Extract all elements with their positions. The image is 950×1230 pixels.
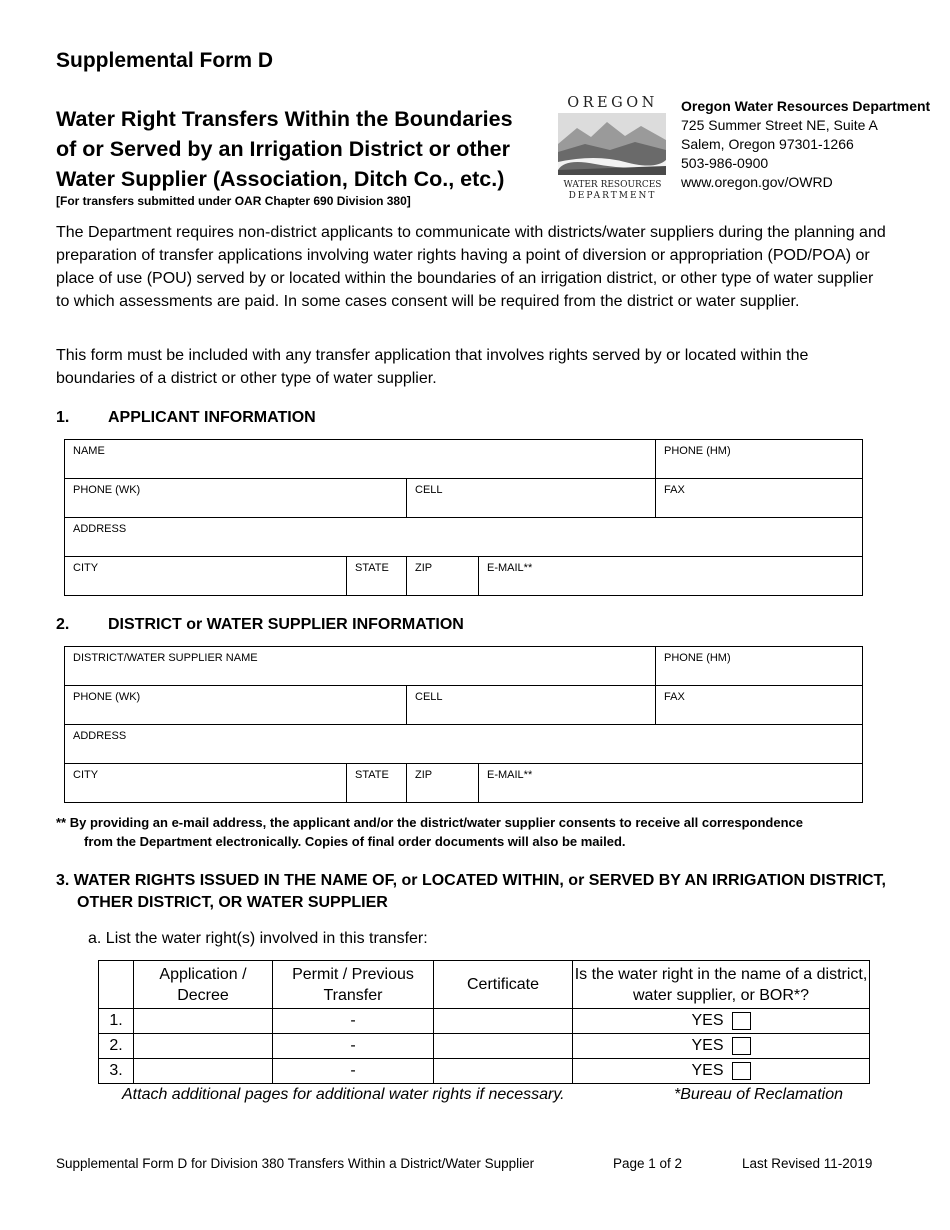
table-row <box>99 1059 870 1084</box>
agency-street: 725 Summer Street NE, Suite A <box>681 117 878 133</box>
bor-footnote: *Bureau of Reclamation <box>674 1086 843 1103</box>
footer-revised-date: Last Revised 11-2019 <box>742 1156 873 1171</box>
district-owned-header: Is the water right in the name of a district, water supplier, or BOR*? <box>573 961 870 1009</box>
footer-form-name: Supplemental Form D for Division 380 Transfers Within a District/Water Supplier <box>56 1156 535 1171</box>
certificate-cell[interactable] <box>434 1009 573 1034</box>
form-title: Supplemental Form D <box>56 49 274 72</box>
agency-name: Oregon Water Resources Department <box>681 98 931 114</box>
logo-bottom-text-2: DEPARTMENT <box>568 191 657 201</box>
section-title: DISTRICT or WATER SUPPLIER INFORMATION <box>108 616 464 633</box>
yes-label: YES <box>691 1012 724 1030</box>
applicant-email-field[interactable]: E-MAIL** <box>479 557 863 596</box>
agency-phone: 503-986-0900 <box>681 155 769 171</box>
permit-previous-transfer-header: Permit / Previous Transfer <box>273 961 434 1009</box>
applicant-phone-wk-field[interactable]: PHONE (WK) <box>65 479 407 518</box>
applicant-fax-field[interactable]: FAX <box>656 479 863 518</box>
certificate-cell[interactable] <box>434 1034 573 1059</box>
permit-cell[interactable]: - <box>273 1059 434 1084</box>
agency-website[interactable]: www.oregon.gov/OWRD <box>681 174 833 190</box>
row-number: 3. <box>99 1059 134 1084</box>
district-phone-hm-field[interactable]: PHONE (HM) <box>656 647 863 686</box>
district-email-field[interactable]: E-MAIL** <box>479 764 863 803</box>
yes-label: YES <box>691 1062 724 1080</box>
district-name-field[interactable]: DISTRICT/WATER SUPPLIER NAME <box>65 647 656 686</box>
footer-page-number: Page 1 of 2 <box>613 1156 683 1171</box>
title-line: Water Supplier (Association, Ditch Co., etc.) <box>56 167 505 191</box>
note-line: ** By providing an e-mail address, the applicant and/or the district/water supplier consents to receive all correspondence <box>56 815 803 830</box>
applicant-state-field[interactable]: STATE <box>347 557 407 596</box>
row-number-header <box>99 961 134 1009</box>
agency-address-block <box>681 97 930 192</box>
oregon-water-resources-logo <box>555 92 670 202</box>
yes-checkbox[interactable] <box>732 1012 751 1030</box>
row-number: 1. <box>99 1009 134 1034</box>
row-number: 2. <box>99 1034 134 1059</box>
application-decree-cell[interactable] <box>134 1009 273 1034</box>
section-number: 1. <box>56 409 70 426</box>
application-decree-cell[interactable] <box>134 1059 273 1084</box>
section-number: 2. <box>56 616 70 633</box>
district-city-field[interactable]: CITY <box>65 764 347 803</box>
applicant-address-field[interactable]: ADDRESS <box>65 518 863 557</box>
applicant-phone-hm-field[interactable]: PHONE (HM) <box>656 440 863 479</box>
district-fax-field[interactable]: FAX <box>656 686 863 725</box>
section-3-line: 3. WATER RIGHTS ISSUED IN THE NAME OF, or LOCATED WITHIN, or SERVED BY AN IRRIGATION DISTRICT, <box>56 872 886 889</box>
permit-cell[interactable]: - <box>273 1009 434 1034</box>
page-subtitle: [For transfers submitted under OAR Chapter 690 Division 380] <box>56 194 411 208</box>
district-phone-wk-field[interactable]: PHONE (WK) <box>65 686 407 725</box>
yes-label: YES <box>691 1037 724 1055</box>
water-rights-table <box>98 960 870 1084</box>
section-title: APPLICANT INFORMATION <box>108 409 316 426</box>
agency-city: Salem, Oregon 97301-1266 <box>681 136 854 152</box>
permit-cell[interactable]: - <box>273 1034 434 1059</box>
intro-paragraph-2: This form must be included with any transfer application that involves rights served by or located within the boundaries of a district or other type of water supplier. <box>56 347 809 387</box>
district-info-table <box>64 646 863 803</box>
district-cell-field[interactable]: CELL <box>407 686 656 725</box>
section-3a-instruction: a. List the water right(s) involved in this transfer: <box>88 930 428 947</box>
logo-top-text: OREGON <box>567 95 658 111</box>
intro-paragraph-1: The Department requires non-district applicants to communicate with districts/water suppliers during the planning and preparation of transfer applications involving water rights having a point of diversion or appropriation (POD/POA) or place of use (POU) served by or located within the boundaries of an irrigation district, or other type of water supplier to which assessments are paid. In some cases consent will be required from the district or water supplier. <box>56 224 886 310</box>
attach-pages-note: Attach additional pages for additional water rights if necessary. <box>122 1086 565 1103</box>
section-3-line: OTHER DISTRICT, OR WATER SUPPLIER <box>77 894 388 911</box>
applicant-cell-field[interactable]: CELL <box>407 479 656 518</box>
table-row <box>99 1034 870 1059</box>
applicant-name-field[interactable]: NAME <box>65 440 656 479</box>
yes-cell <box>573 1009 870 1034</box>
yes-checkbox[interactable] <box>732 1037 751 1055</box>
email-consent-note <box>56 813 906 851</box>
page-title <box>56 104 536 194</box>
district-state-field[interactable]: STATE <box>347 764 407 803</box>
yes-checkbox[interactable] <box>732 1062 751 1080</box>
applicant-city-field[interactable]: CITY <box>65 557 347 596</box>
application-decree-header: Application / Decree <box>134 961 273 1009</box>
application-decree-cell[interactable] <box>134 1034 273 1059</box>
applicant-info-table <box>64 439 863 596</box>
table-row <box>99 1009 870 1034</box>
applicant-zip-field[interactable]: ZIP <box>407 557 479 596</box>
district-address-field[interactable]: ADDRESS <box>65 725 863 764</box>
yes-cell <box>573 1059 870 1084</box>
section-3-heading <box>56 870 906 914</box>
district-zip-field[interactable]: ZIP <box>407 764 479 803</box>
note-line: from the Department electronically. Copies of final order documents will also be mailed. <box>84 834 626 849</box>
section-2-heading <box>56 616 464 634</box>
section-1-heading <box>56 409 316 427</box>
title-line: Water Right Transfers Within the Boundaries <box>56 107 513 131</box>
certificate-cell[interactable] <box>434 1059 573 1084</box>
certificate-header: Certificate <box>434 961 573 1009</box>
logo-bottom-text-1: WATER RESOURCES <box>563 180 662 190</box>
title-line: of or Served by an Irrigation District or other <box>56 137 510 161</box>
yes-cell <box>573 1034 870 1059</box>
